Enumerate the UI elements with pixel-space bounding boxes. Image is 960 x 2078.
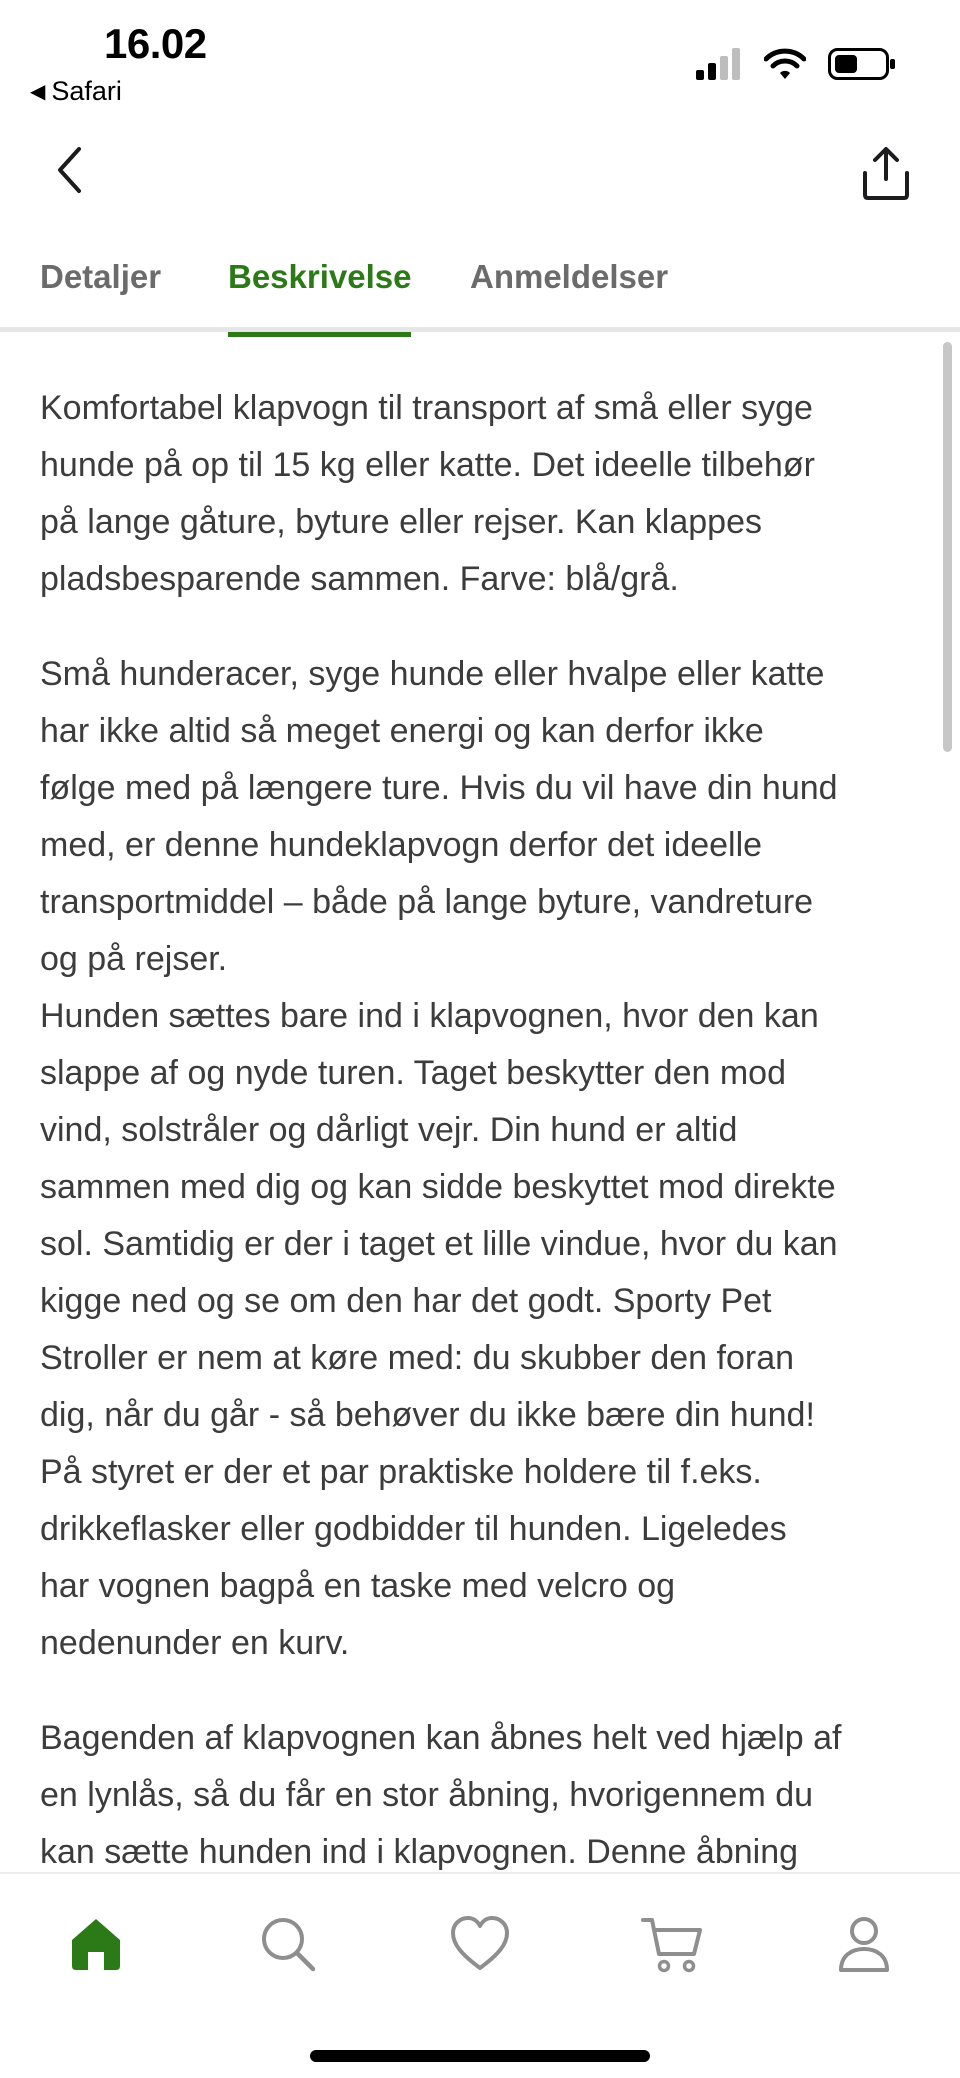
text-line: På styret er der et par praktiske holdere til f.eks.: [40, 1453, 762, 1491]
tabbar-profile[interactable]: [824, 1904, 904, 1984]
text-line: dig, når du går - så behøver du ikke bære din hund!: [40, 1396, 815, 1434]
text-line: drikkeflasker eller godbidder til hunden. Ligeledes: [40, 1510, 787, 1548]
description-paragraph-3: [40, 1710, 920, 1870]
text-line: sammen med dig og kan sidde beskyttet mod direkte: [40, 1168, 836, 1206]
text-line: følge med på længere ture. Hvis du vil have din hund: [40, 769, 838, 807]
text-line: Bagenden af klapvognen kan åbnes helt ved hjælp af: [40, 1719, 842, 1757]
scrollbar[interactable]: [943, 342, 952, 752]
tab-beskrivelse[interactable]: Beskrivelse: [228, 258, 411, 337]
text-line: med, er denne hundeklapvogn derfor det ideelle: [40, 826, 763, 864]
tabbar-cart[interactable]: [632, 1904, 712, 1984]
share-icon: [861, 145, 911, 201]
tab-anmeldelser[interactable]: Anmeldelser: [470, 258, 669, 295]
segment-tabs: [0, 248, 960, 332]
search-icon: [258, 1914, 318, 1974]
status-bar: [0, 0, 960, 115]
heart-icon: [449, 1914, 511, 1974]
tabbar-home[interactable]: [56, 1904, 136, 1984]
text-line: hunde på op til 15 kg eller katte. Det ideelle tilbehør: [40, 446, 815, 484]
text-line: og på rejser.: [40, 940, 228, 978]
text-line: Komfortabel klapvogn til transport af små eller syge: [40, 389, 813, 427]
tabbar-favorites[interactable]: [440, 1904, 520, 1984]
battery-icon: [828, 48, 896, 80]
back-triangle-icon: ◀: [30, 81, 46, 103]
text-line: har ikke altid så meget energi og kan derfor ikke: [40, 712, 764, 750]
text-line: Små hunderacer, syge hunde eller hvalpe eller katte: [40, 655, 825, 693]
text-line: har vognen bagpå en taske med velcro og: [40, 1567, 676, 1605]
text-line: kigge ned og se om den har det godt. Sporty Pet: [40, 1282, 772, 1320]
text-line: på lange gåture, byture eller rejser. Kan klappes: [40, 503, 763, 541]
text-line: Hunden sættes bare ind i klapvognen, hvor den kan: [40, 997, 819, 1035]
text-line: sol. Samtidig er der i taget et lille vindue, hvor du kan: [40, 1225, 838, 1263]
back-app-label: Safari: [51, 76, 122, 106]
text-line: en lynlås, så du får en stor åbning, hvorigennem du: [40, 1776, 814, 1814]
text-line: kan sætte hunden ind i klapvognen. Denne åbning: [40, 1833, 799, 1870]
text-line: nedenunder en kurv.: [40, 1624, 350, 1662]
status-time: 16.02: [104, 20, 207, 67]
text-line: Stroller er nem at køre med: du skubber den foran: [40, 1339, 795, 1377]
description-content[interactable]: [40, 380, 920, 1870]
home-indicator[interactable]: [310, 2050, 650, 2062]
wifi-icon: [764, 48, 806, 80]
tabbar-search[interactable]: [248, 1904, 328, 1984]
bottom-tab-bar: [0, 1872, 960, 2078]
share-button[interactable]: [856, 140, 916, 206]
tab-detaljer[interactable]: Detaljer: [40, 258, 162, 295]
chevron-left-icon: [54, 145, 84, 195]
profile-icon: [836, 1914, 892, 1974]
text-line: slappe af og nyde turen. Taget beskytter den mod: [40, 1054, 786, 1092]
back-button[interactable]: [44, 140, 94, 200]
back-to-app-link[interactable]: [30, 76, 122, 107]
text-line: vind, solstråler og dårligt vejr. Din hund er altid: [40, 1111, 738, 1149]
description-paragraph-1: [40, 380, 920, 608]
text-line: pladsbesparende sammen. Farve: blå/grå.: [40, 560, 679, 598]
description-paragraph-2: [40, 646, 920, 1672]
text-line: transportmiddel – både på lange byture, vandreture: [40, 883, 814, 921]
home-icon: [66, 1914, 126, 1974]
cart-icon: [640, 1914, 704, 1974]
status-icons: [696, 48, 896, 80]
cellular-signal-icon: [696, 48, 742, 80]
